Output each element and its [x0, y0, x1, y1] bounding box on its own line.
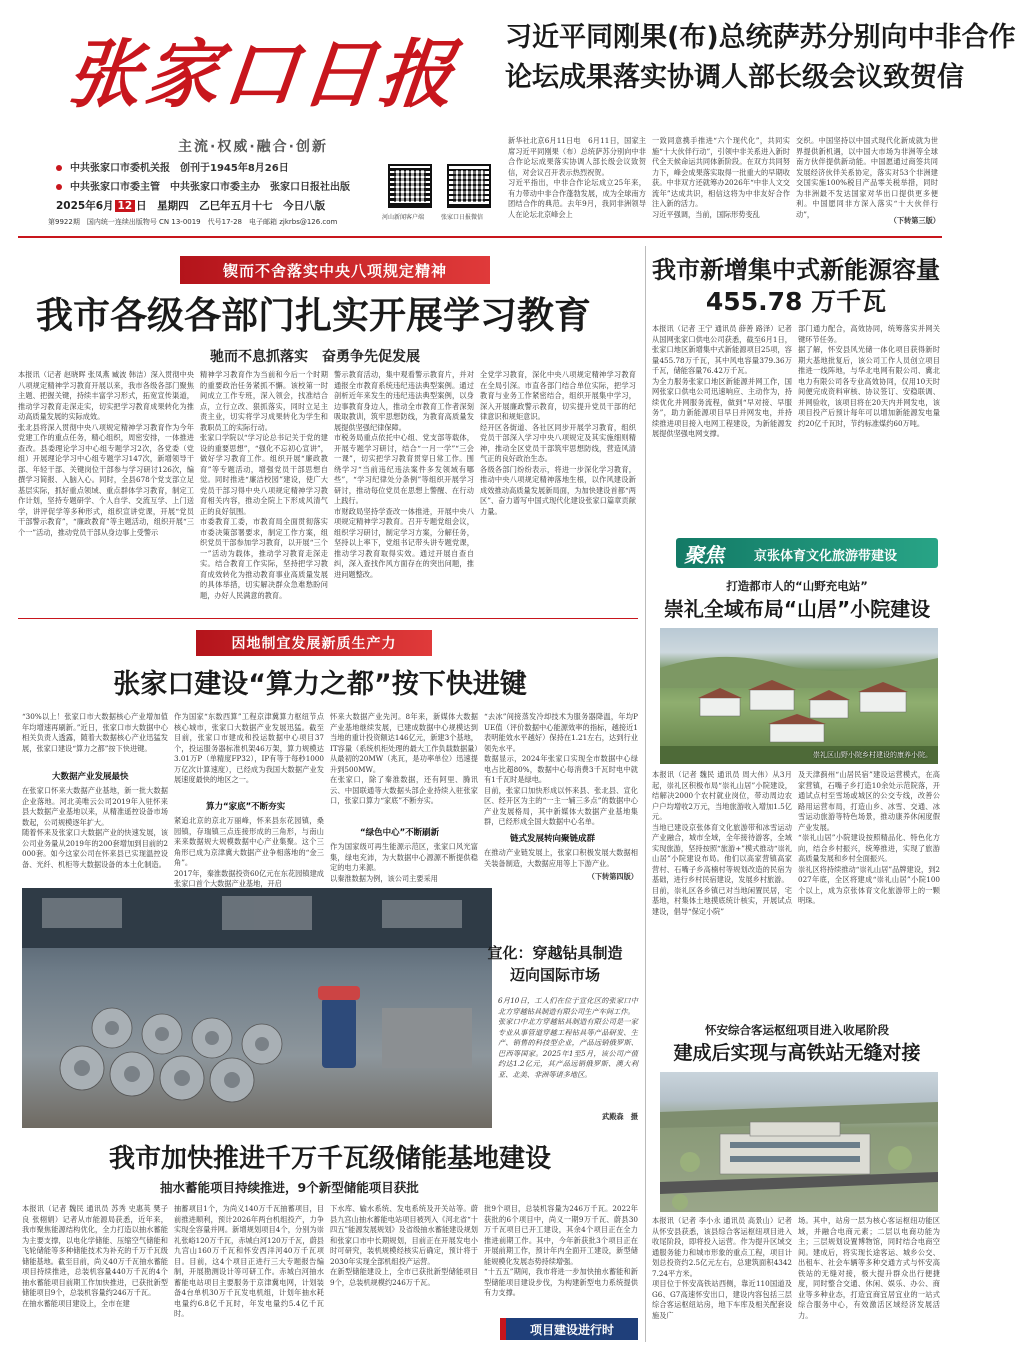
story6-photo [22, 888, 492, 1128]
masthead-org-line2: 中共张家口市委主管 中共张家口市委主办 张家口日报社出版 [70, 182, 350, 193]
lead-headline [505, 18, 1016, 98]
story1-headline: 我市各级各部门扎实开展学习教育 [36, 294, 591, 337]
story1-subhead: 驰而不息抓落实 奋勇争先促发展 [210, 349, 420, 365]
story5-band-left: 聚焦 [684, 543, 724, 567]
story2-col3b: 作为国家级可再生能源示范区，张家口风光富集，绿电充沛，为大数据中心源源不断提供稳定的电力来源。 以秦淮数据为例，该公司主要采用 [330, 842, 478, 883]
date-rest: 日 星期四 乙巳年五月十七 今日八版 [136, 200, 326, 212]
story2-col4: “去冰”间接蒸发冷却技术为服务器降温，年均PUE值（评价数据中心能源效率的指标，越接近1表明能效水平越好）保持在1.21左右，达到行业领先水平。 数据显示，2024年张家口实现全市数据中心绿电占比超80%，数据中心每消费3千瓦时电中就有1千瓦时是绿电。 目前，张家口加快形成以怀来县、张北县、宣化区、经开区为主的“一主一辅三多点”的数据中心产业发展格局，其中新媒体大数据产业基地集群，已经形成全国大数据中心名单。 [484, 712, 638, 826]
bullet-icon [56, 184, 62, 190]
story2-col1: “30%以上！张家口市大数据核心产业增加值年均增速再刷新。”近日，张家口市大数据中心相关负责人透露，随着大数据核心产业迅猛发展，张家口建设“算力之都”按下快进键。 [22, 712, 168, 753]
story5-photo [660, 628, 938, 764]
story2-col3: 怀来大数据产业先河。8年来，新媒体大数据产业基地继续发展，已建成数据中心规模达到当地的重计投资额达146亿元，新建3个基地，IT容量（系统机柜处理的最大工作负载数据量）从最初的20MW（兆瓦，是功率单位）迅速提升到500MW。 在张家口，除了秦淮数据，还有阿里、腾讯云、中国联通等大数据头部企业持续入驻张家口，张家口算力“家底”不断夯实。 [330, 712, 478, 805]
qr-code-wechat[interactable] [447, 164, 491, 208]
story3-col4: 批9个项目，总装机容量为246万千瓦。2022年获批的6个项目中，尚义一期9万千瓦、蔚县30万千瓦项目已开工建设，其余4个项目正在全力推进前期工作。其中，今年新获批3个项目正在开展前期工作，预计年内全面开工建设，新型储能规模化发展态势持续增强。 “十五五”期间，我市将进一步加快抽水蓄能和新型储能项目建设步伐，为构建新型电力系统提供有力支撑。 [484, 1204, 638, 1297]
story2-sub4: 链式发展转向聚链成群 [510, 834, 596, 844]
story4-headline [650, 254, 942, 318]
lead-col3: 交织。中国坚持以中国式现代化新成就为世界提供新机遇，以中国大市场为非洲等全球南方伙伴提供新动能。中国愿通过商签共同发展经济伙伴关系协定，落实对53个非洲建交国实施100%税目产品零关税举措，同时为非洲最不发达国家对华出口提供更多便利。中国愿同非方深入落实“十大伙伴行动”， [796, 136, 938, 219]
story4-headline-line1: 我市新增集中式新能源容量 [652, 256, 940, 284]
village-illustration [660, 628, 938, 764]
column-divider [645, 246, 646, 1342]
date-prefix: 2025年6月 [56, 200, 114, 212]
story2-col4b: 在推动产业链发展上，张家口积极发展大数据相关装备制造，大数据应用等上下游产业。 [484, 848, 638, 868]
story3-footer-badge: 项目建设进行时 [500, 1318, 638, 1340]
story1-kicker: 锲而不舍落实中央八项规定精神 [180, 256, 490, 284]
masthead-slogan: 主流·权威·融合·创新 [178, 139, 328, 155]
story2-kicker: 因地制宜发展新质生产力 [196, 630, 432, 656]
story2-sub1: 大数据产业发展最快 [52, 772, 129, 782]
story3-col1: 本报讯（记者 魏民 通讯员 苏秀 史惠英 樊子良 张栩娟）记者从市能源局获悉，近年来，我市聚焦能源结构优化，全力打造以抽水蓄能为主要支撑，以电化学储能、压缩空气储能和飞轮储能等多种储能技术为补充的千万千瓦级储能基地。截至目前，尚义40万千瓦抽水蓄能项目持续推进，总装机容量440万千瓦的4个抽水蓄能项目前期工作加快推进，已获批新型储能项目9个，总装机容量约246万千瓦。 在抽水蓄能项目建设上，全市在建 [22, 1204, 168, 1308]
story3-headline: 我市加快推进千万千瓦级储能基地建设 [108, 1144, 551, 1174]
story2-headline: 张家口建设“算力之都”按下快进键 [113, 669, 527, 700]
lead-headline-line1: 习近平同刚果(布)总统萨苏分别向中非合作 [505, 22, 1016, 53]
story5-photo-caption: 崇礼区山野小院乡村建设的康养小院。 [813, 751, 932, 759]
story1-col3: 警示教育活动，集中观看警示教育片，并对通报全市教育系统违纪违法典型案例。通过剖析近年来发生的违纪违法典型案例，以身边事教育身边人，推动全市教育工作者深刻吸取教训，筑牢思想防线，为教育高质量发展提供坚强纪律保障。 市税务局重点依托中心组、党支部等载体，开展专题学习研讨，结合“一月一学”“三会一课”，切实把学习教育贯穿日常工作。围绕学习“当前违纪违法案件多发领域有哪些”，“学习纪律处分条例”等组织开展学习研讨，推动每位党员在思想上警醒、在行动上践行。 市财政局坚持学查改一体推进，开展中央八项规定精神学习教育。召开专题党组会议，组织学习研讨，制定学习方案，分解任务，坚持以上率下，党组书记带头讲专题党课，推动学习教育取得实效。通过开展自查自纠，深入查找作风方面存在的突出问题，推进问题整改。 [334, 370, 474, 579]
bullet-icon [56, 165, 62, 171]
story3-subhead: 抽水蓄能项目持续推进，9个新型储能项目获批 [160, 1180, 419, 1195]
masthead-logo: 张家口日报 [62, 32, 462, 118]
lead-col1: 新华社北京6月11日电 6月11日，国家主席习近平同刚果（布）总统萨苏分别向中非合作论坛成果落实协调人部长级会议致贺信，对会议召开表示热烈祝贺。 习近平指出，中非合作论坛成立25年来，有力带动中非合作蓬勃发展，成为全球南方团结合作的典范。去年9月，我同非洲领导人在论坛北京峰会上 [508, 136, 646, 219]
story5-col1: 本报讯（记者 魏民 通讯员 周大伟）从3月起，崇礼区积极布局“崇礼山居”小院建设，结解决2000个农村就业岗位，带动周边农户户均增收2万元，当地旅游收入增加1.5亿元。 当地已建设京张体育文化旅游带和冰雪运动产业融合，城市全域，全年接待游客，全域实现旅游，坚持按照“旅游+”模式推动“崇礼山居”小院建设布局。他们以高家营镇高家营村、石嘴子乡高楠村等规划改造的民宿为基础，进行乡村民宿建设，发展乡村旅游。 目前，崇礼区各乡镇已对当地闲置民居，宅基地，村集体土地摸底统计核实，开展试点建设，倡导“保定小院” [652, 770, 792, 916]
story6-credit: 武殿森 摄 [602, 1112, 638, 1121]
story2-sub2: 算力“家底”不断夯实 [206, 802, 286, 812]
story5-band-right: 京张体育文化旅游带建设 [754, 549, 898, 564]
story1-col2: 精神学习教育作为当前和今后一个时期的重要政治任务紧抓不懈。该校第一时间成立工作专班，深入领会，找准结合点，立行立改、狠抓落实，同时立足主责主业，切实将学习成果转化为学生和教职员工的实际行动。 张家口学院以“学习论总书记关于党的建设的重要思想”，“强化不忘初心宣讲”，做好学习教育工作。组织开展“廉政教育”等专题活动，增强党员干部思想自觉。同时推进“廉洁校园”建设，使广大党员干部习得中央八项规定精神学习教育相关内容，推动全院上下形成风清气正的良好氛围。 市委教育工委，市教育局全面贯彻落实市委决策部署要求，制定工作方案，组织党员干部参加学习教育，以开展“三个一”活动为载体，推动学习教育走深走实。结合教育工作实际，坚持把学习教育成效转化为推动教育事业高质量发展的具体举措，切实解决群众急难愁盼问题，办好人民满意的教育。 [200, 370, 328, 600]
lead-headline-line2: 论坛成果落实协调人部长级会议致贺信 [505, 62, 964, 93]
story7-photo [660, 1072, 938, 1212]
masthead-org-line1: 中共张家口市委机关报 创刊于1945年8月26日 [70, 163, 289, 174]
story6-headline-line2: 迈向国际市场 [509, 966, 600, 984]
story2-col2b: 紧追北京的京北万丽峰，怀来县东花园镇，桑园镇，存瑞镇三点连接形成的三角形，与南山来来数据规大规模数据中心产业集聚。这个三角形已成为京津冀大数据产业争相落地的“金三角”。 2017年，秦淮数据投资60亿元在东花园镇建成张家口首个大数据产业基地，开启 [174, 816, 324, 888]
date-day-badge: 12 [115, 200, 136, 212]
story7-headline: 建成后实现与高铁站无缝对接 [673, 1042, 921, 1064]
story2-sub3: “绿色中心”不断刷新 [360, 828, 440, 838]
lead-col3-jump: （下转第三版） [889, 216, 940, 225]
story6-headline-line1: 宣化：穿越钻具制造 [487, 944, 623, 962]
qr-code-app-label: 河山新闻客户端 [382, 214, 425, 221]
story2-col1b: 在张家口怀来大数据产业基地，新一批大数据企业落地。河北美唯云公司2019年入驻怀来县大数据产业基地以来，从精准遥控设备市场数起，公司规模逐年扩大。 随着怀来及张家口大数据产业的快速发展，该公司业务量从2019年的200套增加到目前的2000套。如今这家公司在怀来县已实现温控设备、光纤、机柜等大数据设备的本土化制造。 [22, 786, 168, 869]
transit-hub-illustration [660, 1072, 938, 1212]
story5-col2: 及天津蓟州“山居民宿”建设运营模式，在高家营镇，石嘴子乡打造10余处示范院落，开通试点村至雪场或城区的公交专线，改善公路用运营布局，打造山乡、冰雪、交通、冰雪运动旅游等特色场景，推动康养休闲度假产业发展。 “崇礼山居”小院建设按照精品化、特色化方向，结合乡村振兴，统筹推进，实现了旅游高质量发展和乡村全面振兴。 崇礼区将持续推动“崇礼山居”品牌建设，到2027年底，全区将建成“崇礼山居”小院100个以上，成为京张体育文化旅游带上的一颗明珠。 [798, 770, 940, 905]
story7-col2: 场。其中，站房一层为核心客运枢纽功能区域，并融合电商元素；二层以电商功能为主；三层规划设置博物馆，同时结合电商空间。建成后，将实现长途客运、城乡公交、出租车、社会车辆等多种交通方式与怀安高铁站的无缝对接，极大提升群众出行便捷度，同时整合交通、休闲、娱乐、办公、商业等多种业态，打造宜商宜居宜业的一站式综合服务中心，有效激活区域经济发展活力。 [798, 1216, 940, 1320]
story6-body: 6月10日，工人们在位于宣化区的张家口中北方穿越钻具制造有限公司生产车间工作。 张家口中北方穿越钻具制造有限公司是一家专业从事管道穿越工程钻具等产品研发、生产、销售的科技型企业，产品远销俄罗斯、巴西等国家。2025年1至5月，该公司产值约达1.2亿元，其产品远销俄罗斯、澳大利亚、北美、非洲等诸多地区。 [498, 996, 638, 1079]
qr-code-wechat-label: 张家口日报微信 [441, 214, 484, 221]
masthead-date-row [56, 198, 325, 213]
story4-col2: 部门通力配合，高效协同，统筹落实并网关键环节任务。 据了解，怀安县风光储一体化项目获得新时期大基地批复后，该公司工作人员创立项目推进一线阵地，与华北电网有限公司、冀北电力有限公司各专业高效协同，仅用10天时间便完成资料审核、协议签订、安稳联调、并网验收，该项目将在20天内并网发电，该项目投产后预计每年可以增加新能源发电量约20亿千瓦时，节约标准煤约60万吨。 [798, 324, 940, 428]
story3-col3: 下水库、输水系统、发电系统及开关站等。蔚县九宫山抽水蓄能电站项目被列入《河北省“十四五”能源发展规划》及省级抽水蓄能建设规划和张家口市中长期规划，目前正在开展发电小时可研究，装机规模经核实后确定，预计将于2030年实现全部机组投产运营。 在新型储能建设上，全市已获批新型储能项目9个，总装机规模约246万千瓦。 [330, 1204, 478, 1287]
story6-headline [470, 942, 640, 986]
lead-col2: 一致同意携手推进“六个现代化”，共同实施“十大伙伴行动”，引领中非关系进入新时代全天候命运共同体新阶段。在双方共同努力下，峰会成果落实取得一批重大的早期收获。中非双方还就筹办2026年“中非人文交流年”达成共识，相信这将为中非友好合作注入新的活力。 习近平强调，当前，国际形势变乱 [652, 136, 790, 219]
story2-col4-jump: （下转第四版） [587, 872, 638, 881]
masthead-rule [18, 236, 942, 238]
story2-top-rule [18, 618, 638, 619]
story3-col2: 抽蓄项目1个，为尚义140万千瓦抽蓄项目，目前推进顺利，预计2026年两台机组投产，力争实现全容量并网。新增规划项目4个，分别为崇礼张峪120万千瓦，赤城白河120万千瓦，蔚县九宫山160万千瓦和怀安西洋河40万千瓦项目。目前，这4个项目正进行三大专题报告编制，开展勘测设计等可研工作。赤城白河抽水蓄能电站项目主要服务于京津冀电网，计划装备4台单机30万千瓦发电机组，计划年抽水耗电量约6.8亿千瓦时，年发电量约5.4亿千瓦时。 [174, 1204, 324, 1318]
factory-illustration [22, 888, 492, 1128]
story4-headline-line2: 455.78 万千瓦 [705, 287, 887, 316]
qr-code-app[interactable] [388, 164, 432, 208]
story5-band [676, 538, 938, 568]
story2-col2: 作为国家“东数西算”工程京津冀算力枢纽节点核心城市，张家口大数据产业发展迅猛。截至目前，张家口市建成和投运数据中心项目37个，投运服务器标准机架46万架，算力规模达3.01万P（单精度FP32），IP有等于每秒1000万亿次计算速度），已经成为我国大数据产业发展速度最快的地区之一。 [174, 712, 324, 784]
story5-kicker: 打造都市人的“山野充电站” [726, 579, 868, 593]
story7-kicker: 怀安综合客运枢纽项目进入收尾阶段 [705, 1023, 889, 1037]
story7-col1: 本报讯（记者 李小永 通讯员 高景山）记者从怀安县获悉，该县综合客运枢纽项目进入收尾阶段，即将投入运营。作为提升区域交通服务能力和城市形象的重点工程，项目计划总投资约2.5亿元左右，总建筑面积43427.24平方米。 项目位于怀安高铁站西侧，靠近110国道及G6、G7高速怀安出口，建设内容包括三层综合客运枢纽站房，地下车库及相关配套设施及广 [652, 1216, 792, 1320]
masthead-issue-line: 第9922期 国内统一连续出版物号 CN 13-0019 代号17-28 电子邮箱 zjkrbs@126.com [48, 218, 338, 226]
story1-col1: 本报讯（记者 赵晓晖 张凤燕 臧波 韩洁）深入贯彻中央八项规定精神学习教育开展以来，我市各级各部门聚焦主题、把握关键，持续丰富学习形式，拓宽宣传渠道，推动学习教育走深走实，切实把学习教育成果转化为推动高质量发展的实际成效。 张北县将深入贯彻中央八项规定精神学习教育作为今年党建工作的重点任务，精心组织，周密安排，一体推进查改。县委理论学习中心组专题学习2次，各党委（党组）开展理论学习中心组专题学习147次，新增领导干部、年轻干部、关键岗位干部参与学习研讨126次，编撰学习简报、入脑入心。同时，全县678个党支部立足基层实际，抓好重点领域、重点群体学习教育，制定工作计划，坚持专题研学、个人自学、交流互学、上门送学，讲评促学等多种形式，组织宣讲党课，开展“党员干部警示教育”，“廉政教育”等主题活动，组织开展“三个一”活动，推动党员干部从身边事上受警示 [18, 370, 194, 537]
story1-col4: 全党学习教育，深化中央八项规定精神学习教育在全局引深。市直各部门结合单位实际，把学习教育与业务工作紧密结合，组织开展集中学习，深入开展廉政警示教育，切实提升党员干部的纪律意识和规矩意识。 经开区各街道、各社区同步开展学习教育，组织党员干部深入学习中央八项规定及其实施细则精神，推动全区党员干部筑牢思想防线，营造风清气正的良好政治生态。 各级各部门纷纷表示，将进一步深化学习教育，推动中央八项规定精神落地生根，以作风建设新成效推动高质量发展新局面，为加快建设首都“两区”、奋力谱写中国式现代化建设张家口篇章贡献力量。 [480, 370, 636, 516]
story5-headline: 崇礼全域布局“山居”小院建设 [663, 597, 931, 621]
story4-col1: 本报讯（记者 王宁 通讯员 薛善 路泽）记者从国网张家口供电公司获悉，截至6月1日，张家口地区新增集中式新能源项目25项，容量455.78万千瓦，其中风电容量379.36万千瓦，储能容量76.42万千瓦。 为全力服务张家口地区新能源并网工作，国网张家口供电公司迅速响应、主动作为，持续优化并网服务流程，做到“早对接、早服务”，助力新能源项目早日并网发电，并持续推进项目接入电网工程建设，为新能源发展提供坚强电网支撑。 [652, 324, 792, 438]
